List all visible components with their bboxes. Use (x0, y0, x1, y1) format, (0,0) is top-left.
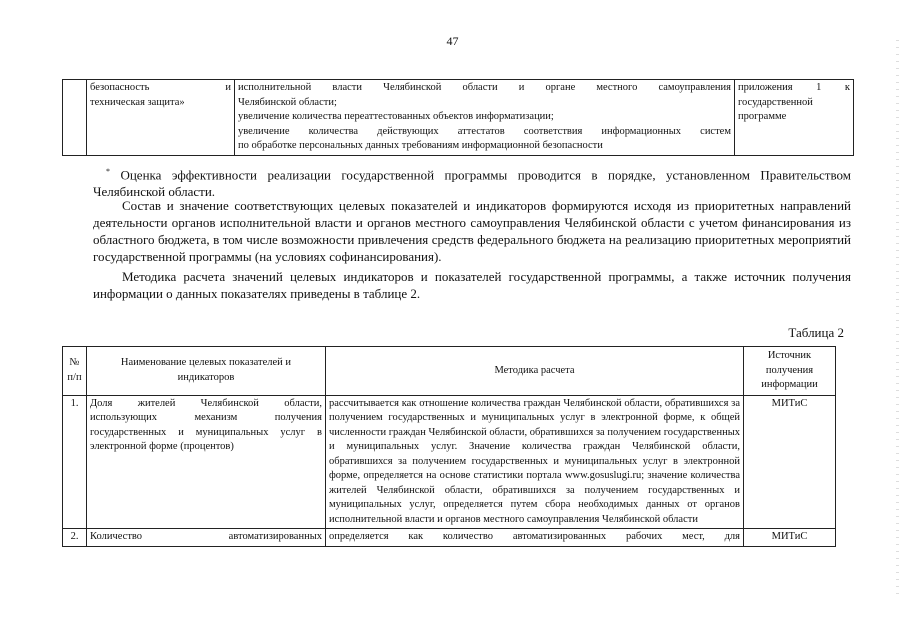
continued-table (62, 79, 854, 156)
table-cell-empty (63, 80, 87, 156)
row-num: 2. (63, 529, 87, 547)
table-cell-description (235, 80, 735, 156)
row-method: рассчитывается как отношение количества граждан Челябинской области, обратившихся за получением государственных и муниципальных услуг в электронной форме, к общей численности граждан Челябинской области, обратившихся за получением государственных и муниципальных услуг. Значение количества граждан Челябинской области, обратившихся за получением государственных и муниципальных услуг в электронной форме, определяется на основе статистики портала www.gosuslugi.ru; значение количества жителей Челябинской области, обратившихся за получением государственных и муниципальных услуг, определяется путем сбора необходимых данных от органов исполнительной власти и органов местного самоуправления Челябинской области (326, 395, 744, 529)
cell-line: увеличение количества действующих аттестатов соответствия информационных систем (238, 125, 731, 137)
table-row (63, 80, 854, 156)
scan-margin-noise (896, 40, 899, 600)
row-name: Количество автоматизированных (87, 529, 326, 547)
footnote-text: Оценка эффективности реализации государственной программы проводится в порядке, установленном Правительством Челябинской области. (93, 167, 852, 200)
footnote-marker: * (106, 167, 110, 176)
table-cell-reference (735, 80, 854, 156)
header-name: Наименование целевых показателей и индикаторов (87, 347, 326, 396)
cell-line: Челябинской области; (238, 96, 337, 108)
table-caption: Таблица 2 (788, 325, 844, 340)
row-num: 1. (63, 395, 87, 529)
footnote (93, 163, 851, 200)
cell-line: по обработке персональных данных требованиям информационной безопасности (238, 140, 603, 151)
cell-line: увеличение количества переаттестованных объектов информатизации; (238, 111, 554, 122)
page-number: 47 (446, 34, 459, 48)
cell-line: приложения 1 к (738, 82, 850, 93)
cell-line: техническая защита» (90, 96, 185, 108)
row-source: МИТиС (744, 395, 836, 529)
paragraph-methodology: Методика расчета значений целевых индикаторов и показателей государственной программы, а также источник получения информации о данных показателях приведены в таблице 2. (93, 269, 851, 301)
cell-line: безопасность и (90, 82, 231, 93)
row-source: МИТиС (744, 529, 836, 547)
header-num: № п/п (63, 347, 87, 396)
cell-line: государственной (738, 96, 813, 108)
indicators-table (62, 346, 836, 547)
header-source: Источник получения информации (744, 347, 836, 396)
cell-line: исполнительной власти Челябинской области и органе местного самоуправления (238, 82, 731, 93)
table-header-row (63, 347, 836, 396)
row-method: определяется как количество автоматизированных рабочих мест, для (326, 529, 744, 547)
table-row (63, 529, 836, 547)
table-cell-name (87, 80, 235, 156)
cell-line: программе (738, 111, 787, 122)
row-name: Доля жителей Челябинской области, использующих механизм получения государственных и муниципальных услуг в электронной форме (процентов) (87, 395, 326, 529)
paragraph-composition: Состав и значение соответствующих целевых показателей и индикаторов формируются исходя из приоритетных направлений деятельности органов исполнительной власти и органов местного самоуправления Челябинской области с учетом финансирования из областного бюджета, в том числе возможности привлечения средств федерального бюджета на реализацию приоритетных мероприятий государственной программы (на условиях софинансирования). (93, 198, 851, 264)
table-row (63, 395, 836, 529)
header-method: Методика расчета (326, 347, 744, 396)
